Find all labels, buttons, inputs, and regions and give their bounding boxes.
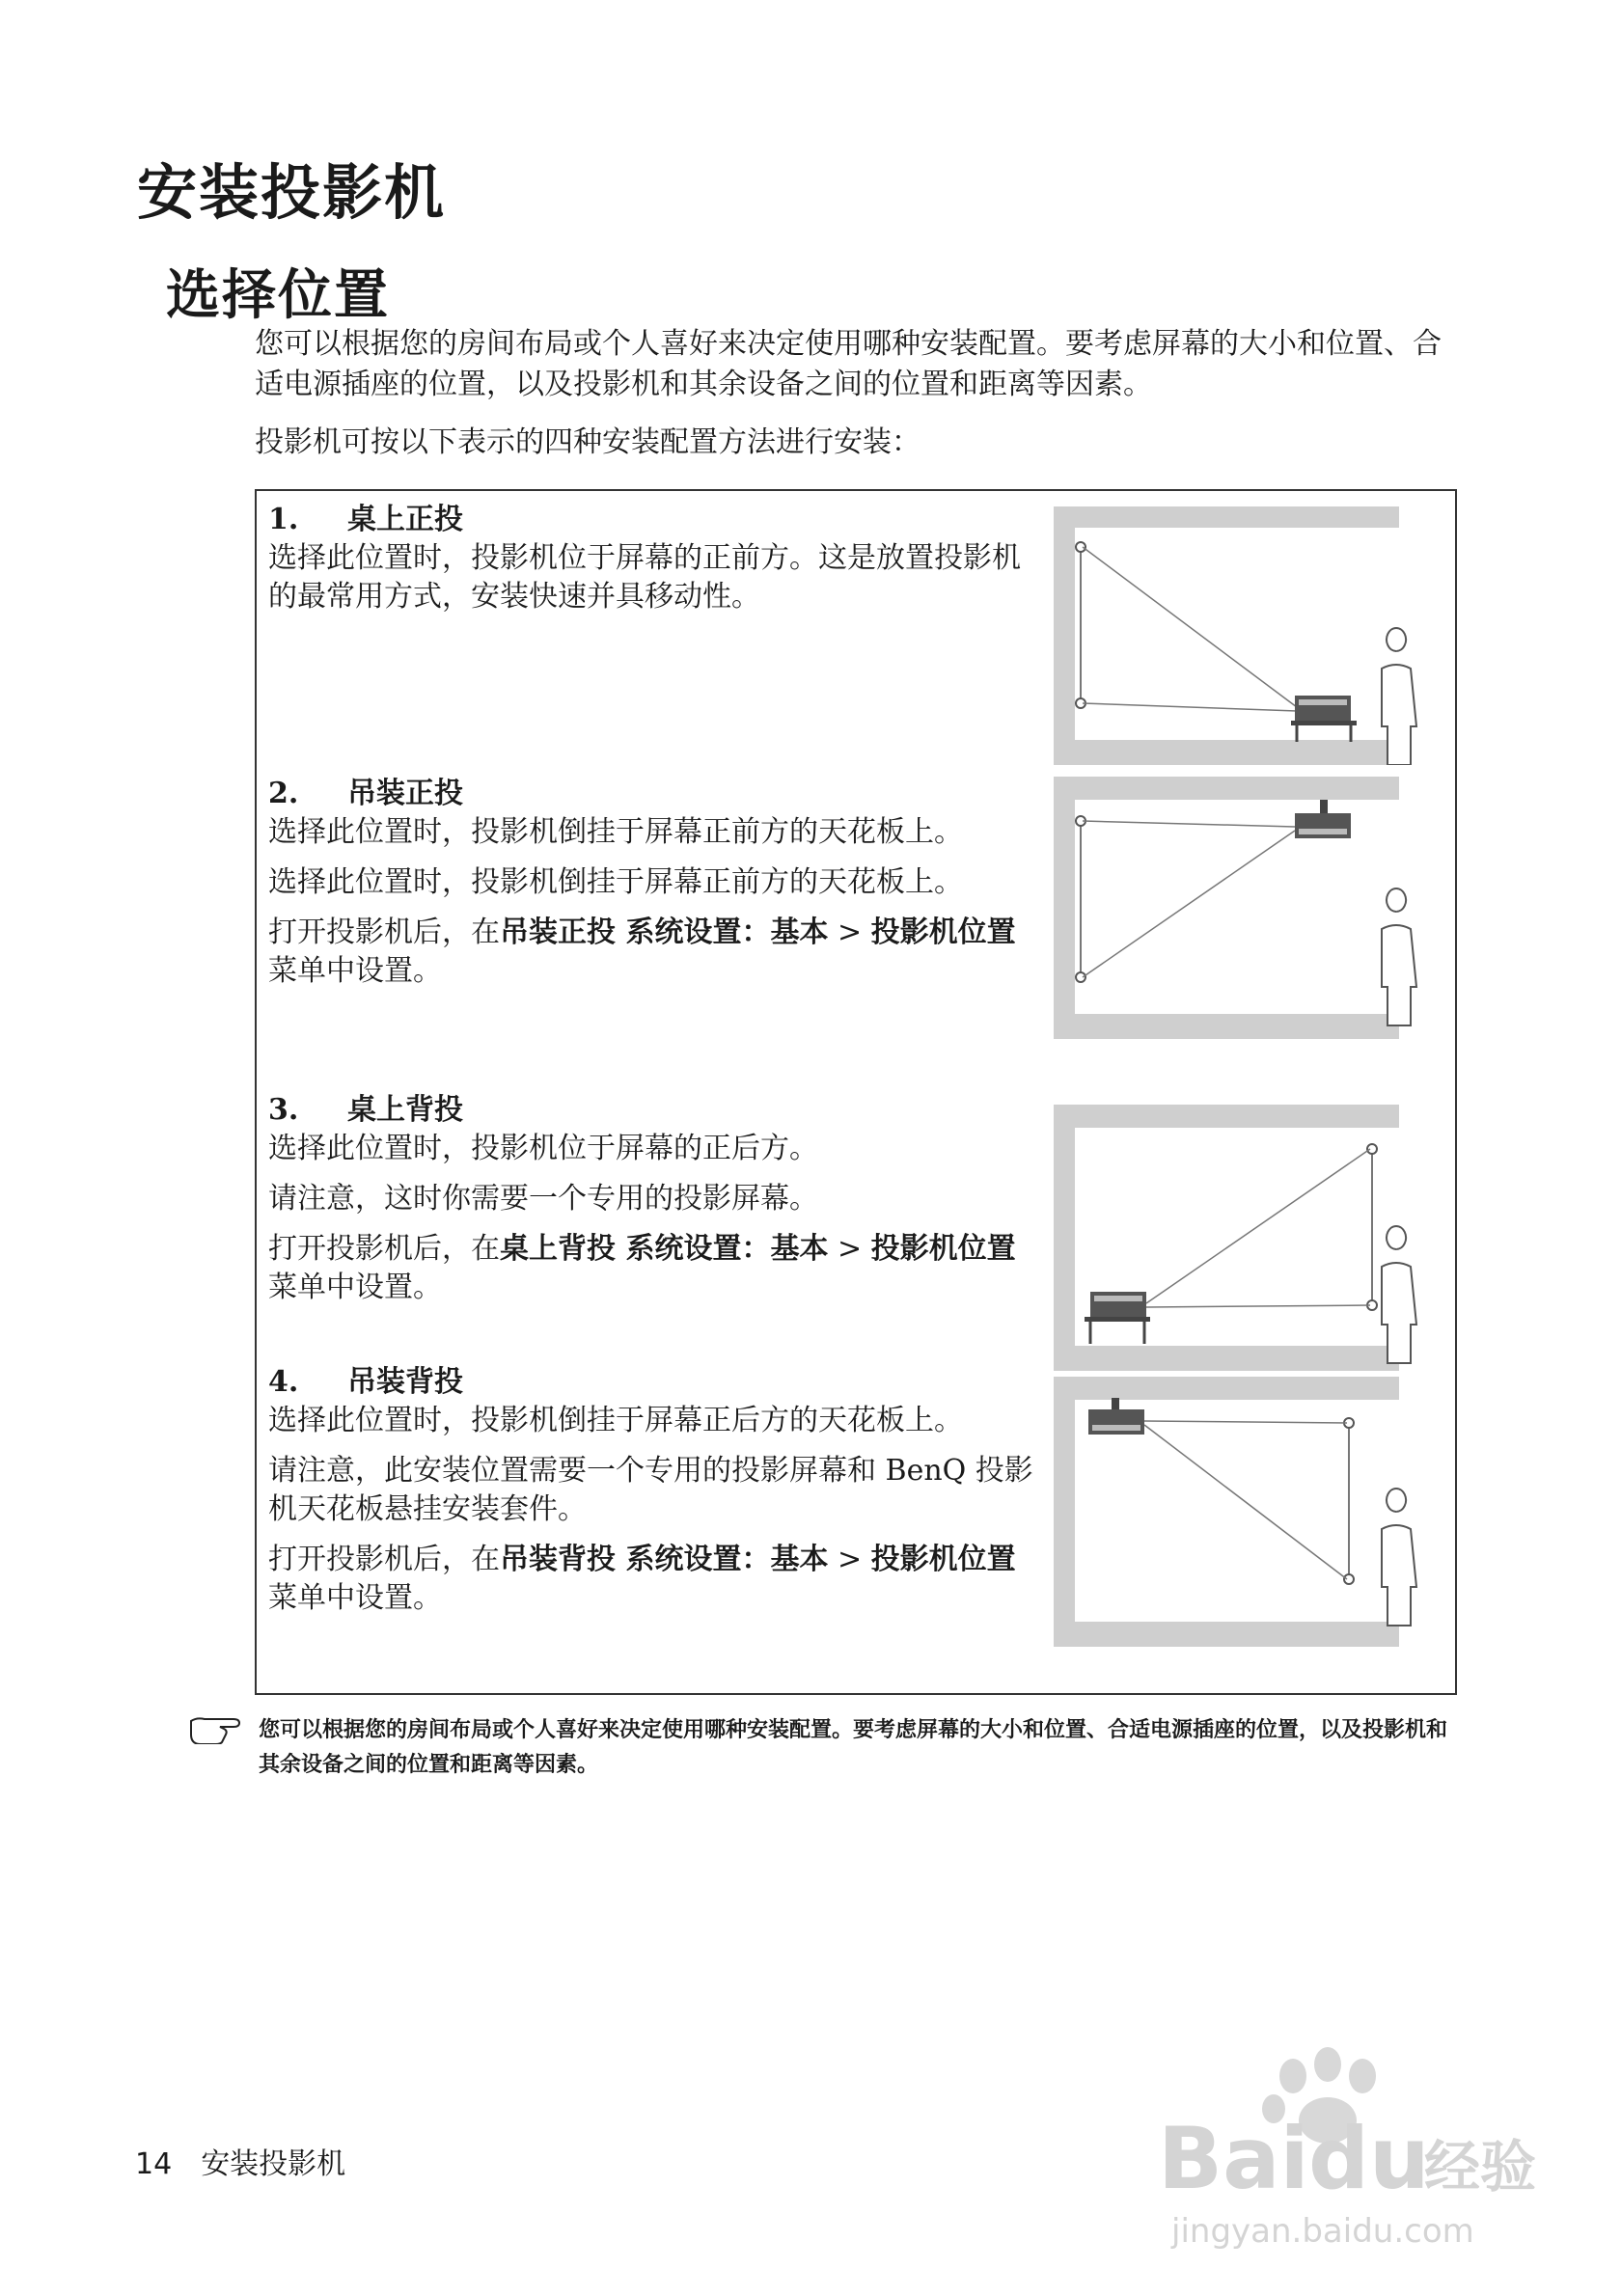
ceiling-front-diagram [1054, 777, 1420, 1039]
intro-paragraph: 您可以根据您的房间布局或个人喜好来决定使用哪种安装配置。要考虑屏幕的大小和位置、合适电源插座的位置，以及投影机和其余设备之间的位置和距离等因素。 [255, 327, 1442, 401]
section-title: 选择位置 [166, 264, 390, 327]
floor-rear-diagram [1054, 1105, 1420, 1371]
config-description: 选择此位置时，投影机倒挂于屏幕正后方的天花板上。 [268, 1404, 963, 1437]
config-floor-rear [268, 1091, 1048, 1319]
floor-front-diagram [1054, 506, 1420, 765]
config-number: 1. [268, 503, 299, 536]
page-number: 14 [135, 2147, 173, 2181]
watermark-brand: Bai [1158, 2109, 1309, 2208]
config-floor-front [268, 501, 1048, 628]
config-title: 桌上正投 [347, 503, 463, 536]
page-footer [135, 2140, 345, 2182]
watermark-jingyan: 经验 [1424, 2134, 1537, 2200]
config-number: 4. [268, 1365, 299, 1399]
config-description-2: 选择此位置时，投影机倒挂于屏幕正前方的天花板上。 [268, 865, 963, 899]
config-ceiling-rear [268, 1363, 1048, 1629]
note-text: 您可以根据您的房间布局或个人喜好来决定使用哪种安装配置。要考虑屏幕的大小和位置、合适电源插座的位置，以及投影机和其余设备之间的位置和距离等因素。 [259, 1718, 1448, 1777]
note [189, 1713, 1463, 1777]
watermark-brand-du: du [1308, 2109, 1430, 2208]
config-number: 2. [268, 777, 299, 810]
config-instruction: 打开投影机后，在吊装背投 系统设置：基本 > 投影机位置 菜单中设置。 [268, 1543, 1016, 1615]
config-description-2: 请注意，此安装位置需要一个专用的投影屏幕和 BenQ 投影机天花板悬挂安装套件。 [268, 1454, 1033, 1526]
watermark-url: jingyan.baidu.com [1171, 2212, 1474, 2251]
installation-table [255, 489, 1457, 1695]
config-number: 3. [268, 1093, 299, 1127]
config-title: 桌上背投 [347, 1093, 463, 1127]
config-description-2: 请注意，这时你需要一个专用的投影屏幕。 [268, 1182, 818, 1216]
baidu-watermark [1139, 2036, 1544, 2257]
config-instruction: 打开投影机后，在桌上背投 系统设置：基本 > 投影机位置 菜单中设置。 [268, 1232, 1016, 1304]
config-ceiling-front [268, 775, 1048, 1002]
config-title: 吊装背投 [347, 1365, 463, 1399]
config-instruction: 打开投影机后，在吊装正投 系统设置：基本 > 投影机位置 菜单中设置。 [268, 916, 1016, 988]
page-title: 安装投影机 [137, 157, 447, 228]
footer-label: 安装投影机 [201, 2147, 346, 2181]
ceiling-rear-diagram [1054, 1377, 1420, 1647]
config-title: 吊装正投 [347, 777, 463, 810]
config-description: 选择此位置时，投影机位于屏幕的正前方。这是放置投影机的最常用方式，安装快速并具移动性。 [268, 541, 1021, 614]
config-description: 选择此位置时，投影机位于屏幕的正后方。 [268, 1132, 818, 1165]
intro-lead: 投影机可按以下表示的四种安装配置方法进行安装： [255, 425, 920, 459]
config-description: 选择此位置时，投影机倒挂于屏幕正前方的天花板上。 [268, 815, 963, 849]
pointing-hand-icon [189, 1713, 251, 1744]
